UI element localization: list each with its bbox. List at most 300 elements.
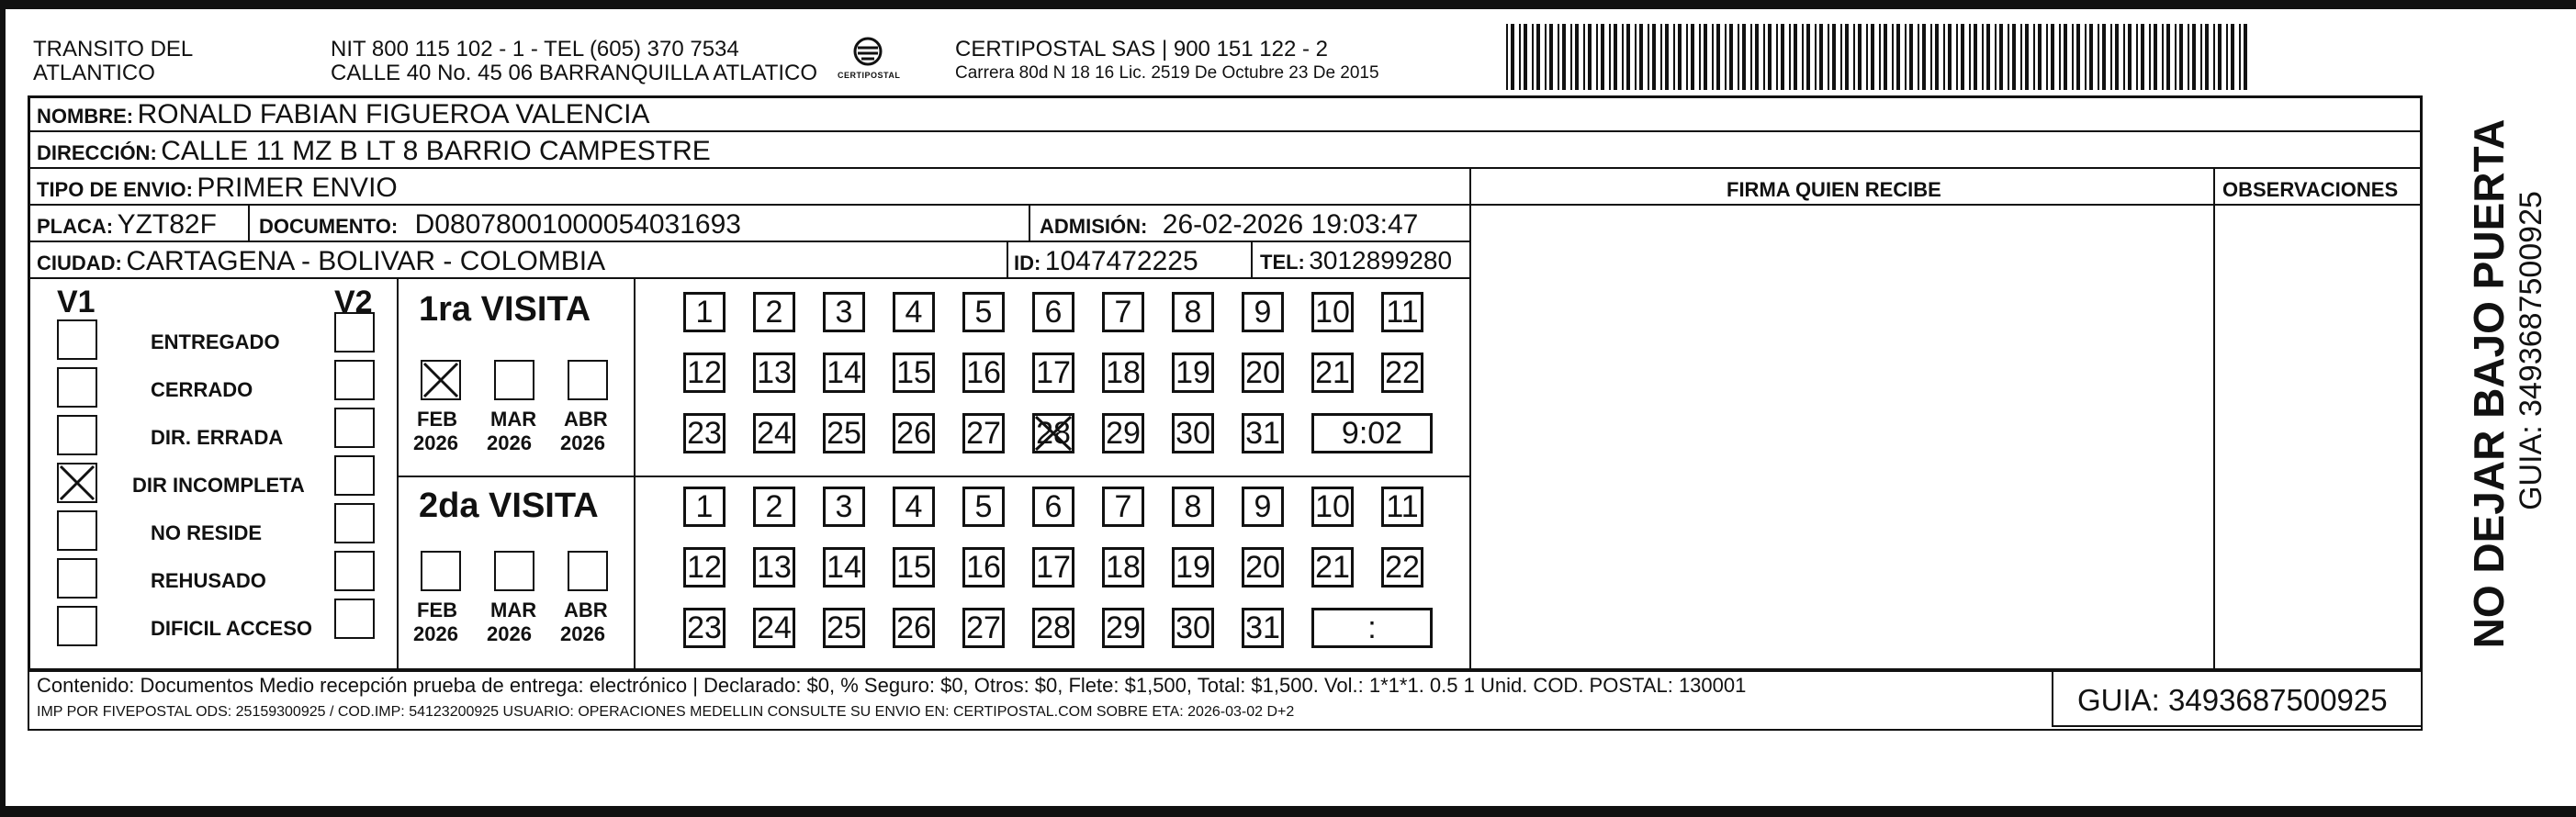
day-number: 30 xyxy=(1176,610,1210,645)
day-cell[interactable] xyxy=(823,547,865,588)
barcode-bar xyxy=(2012,24,2016,90)
barcode-bar xyxy=(1660,24,1662,90)
v2-checkbox[interactable] xyxy=(334,408,375,448)
barcode-bar xyxy=(2244,24,2247,90)
barcode-bar xyxy=(2038,24,2042,90)
barcode-bar xyxy=(2025,24,2029,90)
day-cell[interactable] xyxy=(753,547,795,588)
barcode-bar xyxy=(2192,24,2196,90)
year-label: 2026 xyxy=(413,431,458,454)
day-cell[interactable] xyxy=(1032,608,1074,648)
barcode-bar xyxy=(1905,24,1907,90)
barcode-bar xyxy=(1614,24,1617,90)
barcode-bar xyxy=(2072,24,2074,90)
first-visit-title: 1ra VISITA xyxy=(419,290,591,329)
day-cell[interactable] xyxy=(893,547,935,588)
v1-label: V1 xyxy=(57,285,96,319)
status-label: DIFICIL ACCESO xyxy=(151,617,313,640)
placa-field xyxy=(37,211,217,239)
day-number: 5 xyxy=(974,488,993,524)
day-number: 29 xyxy=(1106,415,1141,451)
day-cell[interactable] xyxy=(1032,487,1074,527)
barcode-bar xyxy=(2226,24,2228,90)
day-number: 18 xyxy=(1106,549,1141,585)
barcode-bar xyxy=(1884,24,1887,90)
barcode-bar xyxy=(1601,24,1604,90)
courier-license: Carrera 80d N 18 16 Lic. 2519 De Octubre 23 De 2015 xyxy=(955,63,1379,83)
barcode-bar xyxy=(2141,24,2144,90)
barcode-bar xyxy=(2020,24,2022,90)
day-number: 2 xyxy=(765,488,783,524)
month-label: MAR xyxy=(490,408,537,431)
ciudad-value: CARTAGENA - BOLIVAR - COLOMBIA xyxy=(126,246,606,276)
barcode-bar xyxy=(1686,24,1688,90)
day-cell[interactable] xyxy=(1102,413,1144,453)
barcode-bar xyxy=(1840,24,1842,90)
firma-header: FIRMA QUIEN RECIBE xyxy=(1727,178,1941,201)
barcode-bar xyxy=(1673,24,1675,90)
barcode xyxy=(1506,24,2255,90)
status-label: DIR INCOMPLETA xyxy=(132,474,305,497)
month-label: FEB xyxy=(417,599,457,621)
barcode-bar xyxy=(1609,24,1611,90)
barcode-bar xyxy=(1562,24,1566,90)
barcode-bar xyxy=(1815,24,1817,90)
handwritten-x-mark xyxy=(421,360,461,405)
day-number: 20 xyxy=(1245,354,1280,390)
barcode-bar xyxy=(1866,24,1868,90)
day-number: 24 xyxy=(757,610,792,645)
barcode-bar xyxy=(1982,24,1984,90)
imp-line: IMP POR FIVEPOSTAL ODS: 25159300925 / COD.IMP: 54123200925 USUARIO: OPERACIONES MEDELLIN CONSULTE SU ENVIO EN: CERTIPOSTAL.COM SOBRE ETA: 2026-03-02 D+2 xyxy=(37,704,1295,720)
day-number: 31 xyxy=(1245,415,1280,451)
issuer-address: CALLE 40 No. 45 06 BARRANQUILLA ATLATICO xyxy=(331,61,818,85)
day-cell[interactable] xyxy=(1381,292,1423,332)
day-number: 3 xyxy=(835,488,853,524)
barcode-bar xyxy=(1652,24,1656,90)
barcode-bar xyxy=(1583,24,1585,90)
day-number: 11 xyxy=(1386,294,1419,330)
barcode-bar xyxy=(1626,24,1630,90)
day-number: 19 xyxy=(1176,549,1210,585)
admision-value: 26-02-2026 19:03:47 xyxy=(1162,209,1419,240)
id-value: 1047472225 xyxy=(1044,246,1198,276)
nombre-field xyxy=(37,101,649,129)
day-cell[interactable] xyxy=(683,413,726,453)
month-label: ABR xyxy=(564,599,608,621)
placa-label: PLACA: xyxy=(37,215,114,238)
barcode-bar xyxy=(1678,24,1682,90)
day-cell[interactable] xyxy=(1032,353,1074,393)
day-number: 7 xyxy=(1114,488,1132,524)
barcode-bar xyxy=(2098,24,2099,90)
direccion-field xyxy=(37,138,711,165)
month-label: MAR xyxy=(490,599,537,621)
tipo-field xyxy=(37,174,398,202)
barcode-bar xyxy=(1943,24,1945,90)
barcode-bar xyxy=(1536,24,1540,90)
day-cell[interactable] xyxy=(893,608,935,648)
day-cell[interactable] xyxy=(823,292,865,332)
day-number: 26 xyxy=(896,610,931,645)
barcode-bar xyxy=(1725,24,1727,90)
day-cell[interactable] xyxy=(1032,413,1074,453)
courier-name: CERTIPOSTAL SAS | 900 151 122 - 2 xyxy=(955,37,1328,62)
barcode-bar xyxy=(1909,24,1913,90)
handwritten-x-mark xyxy=(57,463,97,508)
barcode-bar xyxy=(1549,24,1553,90)
day-cell[interactable] xyxy=(753,608,795,648)
v2-checkbox[interactable] xyxy=(334,551,375,591)
documento-value: D08078001000054031693 xyxy=(414,209,741,240)
day-number: 30 xyxy=(1176,415,1210,451)
month-checkbox[interactable] xyxy=(568,360,608,400)
day-number: 13 xyxy=(757,549,792,585)
barcode-bar xyxy=(2110,24,2112,90)
tipo-value: PRIMER ENVIO xyxy=(197,173,398,203)
barcode-bar xyxy=(1635,24,1637,90)
day-number: 7 xyxy=(1114,294,1132,330)
id-field xyxy=(1014,248,1198,275)
month-label: FEB xyxy=(417,408,457,431)
day-cell[interactable] xyxy=(1242,413,1284,453)
observaciones-area[interactable] xyxy=(2217,206,2421,666)
barcode-bar xyxy=(1738,24,1739,90)
day-number: 23 xyxy=(687,415,722,451)
barcode-bar xyxy=(1999,24,2003,90)
day-cell[interactable] xyxy=(1381,487,1423,527)
barcode-bar xyxy=(1532,24,1534,90)
barcode-bar xyxy=(2188,24,2189,90)
day-number: 28 xyxy=(1036,610,1071,645)
day-cell[interactable] xyxy=(1311,547,1354,588)
barcode-bar xyxy=(1596,24,1598,90)
issuer-nit: NIT 800 115 102 - 1 - TEL (605) 370 7534 xyxy=(331,37,739,62)
day-number: 24 xyxy=(757,415,792,451)
v2-checkbox[interactable] xyxy=(334,503,375,543)
barcode-bar xyxy=(1961,24,1964,90)
year-label: 2026 xyxy=(413,622,458,645)
day-number: 14 xyxy=(827,354,861,390)
barcode-bar xyxy=(2059,24,2061,90)
barcode-bar xyxy=(2179,24,2183,90)
day-number: 8 xyxy=(1184,488,1202,524)
day-cell[interactable] xyxy=(1172,413,1214,453)
firma-area[interactable] xyxy=(1473,206,2211,666)
v2-checkbox[interactable] xyxy=(334,360,375,400)
direccion-label: DIRECCIÓN: xyxy=(37,141,157,164)
day-number: 22 xyxy=(1385,354,1420,390)
side-guia: GUIA: 3493687500925 xyxy=(2514,191,2548,510)
v1-checkbox[interactable] xyxy=(57,415,97,455)
v2-label: V2 xyxy=(334,285,373,319)
barcode-bar xyxy=(1524,24,1527,90)
day-cell[interactable] xyxy=(1032,547,1074,588)
barcode-bar xyxy=(2175,24,2177,90)
ciudad-label: CIUDAD: xyxy=(37,252,122,274)
day-cell[interactable] xyxy=(962,353,1005,393)
day-cell[interactable] xyxy=(1242,487,1284,527)
barcode-bar xyxy=(2128,24,2132,90)
barcode-bar xyxy=(2085,24,2087,90)
day-cell[interactable] xyxy=(1102,353,1144,393)
v1-checkbox[interactable] xyxy=(57,319,97,360)
bottom-border xyxy=(0,806,2576,817)
month-checkbox[interactable] xyxy=(568,551,608,591)
barcode-bar xyxy=(1995,24,1997,90)
barcode-bar xyxy=(2046,24,2048,90)
barcode-bar xyxy=(1969,24,1971,90)
ciudad-field xyxy=(37,248,605,275)
barcode-bar xyxy=(2064,24,2067,90)
footer-guia: GUIA: 3493687500925 xyxy=(2077,683,2388,717)
barcode-bar xyxy=(1935,24,1939,90)
day-cell[interactable] xyxy=(1032,292,1074,332)
day-cell[interactable] xyxy=(1311,292,1354,332)
issuer-name: TRANSITO DEL xyxy=(33,37,194,62)
barcode-bar xyxy=(2102,24,2106,90)
status-label: CERRADO xyxy=(151,378,253,401)
status-label: NO RESIDE xyxy=(151,521,263,544)
day-number: 20 xyxy=(1245,549,1280,585)
day-cell[interactable] xyxy=(962,608,1005,648)
documento-label: DOCUMENTO: xyxy=(259,215,399,238)
barcode-bar xyxy=(1545,24,1547,90)
day-number: 29 xyxy=(1106,610,1141,645)
day-number: 18 xyxy=(1106,354,1141,390)
visit-time-field[interactable] xyxy=(1311,608,1433,648)
day-number: 26 xyxy=(896,415,931,451)
barcode-bar xyxy=(1918,24,1919,90)
barcode-bar xyxy=(2089,24,2093,90)
day-cell[interactable] xyxy=(683,353,726,393)
barcode-bar xyxy=(1648,24,1649,90)
barcode-bar xyxy=(1794,24,1797,90)
v1-checkbox[interactable] xyxy=(57,606,97,646)
day-cell[interactable] xyxy=(1172,292,1214,332)
issuer-name-2: ATLANTICO xyxy=(33,61,155,85)
day-number: 31 xyxy=(1245,610,1280,645)
day-number: 3 xyxy=(835,294,853,330)
day-cell[interactable] xyxy=(683,608,726,648)
barcode-bar xyxy=(2231,24,2234,90)
day-cell[interactable] xyxy=(683,487,726,527)
day-cell[interactable] xyxy=(1381,547,1423,588)
admision-field xyxy=(1040,211,1418,239)
nombre-value: RONALD FABIAN FIGUEROA VALENCIA xyxy=(137,99,650,129)
barcode-bar xyxy=(1763,24,1765,90)
barcode-bar xyxy=(1768,24,1772,90)
barcode-bar xyxy=(1845,24,1849,90)
barcode-bar xyxy=(2149,24,2151,90)
day-number: 27 xyxy=(966,610,1001,645)
day-cell[interactable] xyxy=(1242,353,1284,393)
day-number: 2 xyxy=(765,294,783,330)
year-label: 2026 xyxy=(487,431,532,454)
day-number: 9 xyxy=(1254,488,1272,524)
day-cell[interactable] xyxy=(753,292,795,332)
month-checkbox[interactable] xyxy=(494,360,534,400)
day-number: 17 xyxy=(1036,354,1071,390)
v1-checkbox[interactable] xyxy=(57,367,97,408)
logo-text: CERTIPOSTAL xyxy=(838,71,901,80)
day-number: 16 xyxy=(966,354,1001,390)
v2-checkbox[interactable] xyxy=(334,599,375,639)
barcode-bar xyxy=(1511,24,1514,90)
day-number: 10 xyxy=(1315,488,1350,524)
day-number: 17 xyxy=(1036,549,1071,585)
barcode-bar xyxy=(1806,24,1810,90)
day-number: 4 xyxy=(905,294,923,330)
barcode-bar xyxy=(1588,24,1592,90)
day-cell[interactable] xyxy=(1172,487,1214,527)
v1-checkbox[interactable] xyxy=(57,558,97,599)
barcode-bar xyxy=(1639,24,1643,90)
certipostal-logo xyxy=(838,35,901,86)
month-checkbox[interactable] xyxy=(421,360,461,400)
day-number: 21 xyxy=(1315,549,1350,585)
day-cell[interactable] xyxy=(962,547,1005,588)
year-label: 2026 xyxy=(560,622,605,645)
barcode-bar xyxy=(2213,24,2215,90)
left-edge xyxy=(0,0,6,817)
barcode-bar xyxy=(1729,24,1733,90)
barcode-bar xyxy=(2218,24,2222,90)
top-border xyxy=(0,0,2576,9)
month-checkbox[interactable] xyxy=(494,551,534,591)
day-cell[interactable] xyxy=(823,487,865,527)
day-cell[interactable] xyxy=(1102,608,1144,648)
barcode-bar xyxy=(2162,24,2164,90)
day-cell[interactable] xyxy=(1172,547,1214,588)
barcode-bar xyxy=(1665,24,1669,90)
day-number: 5 xyxy=(974,294,993,330)
day-cell[interactable] xyxy=(1102,292,1144,332)
barcode-bar xyxy=(2136,24,2138,90)
day-cell[interactable] xyxy=(683,292,726,332)
day-number: 19 xyxy=(1176,354,1210,390)
day-number: 6 xyxy=(1044,294,1063,330)
day-number: 6 xyxy=(1044,488,1063,524)
barcode-bar xyxy=(1519,24,1521,90)
day-cell[interactable] xyxy=(1102,547,1144,588)
month-checkbox[interactable] xyxy=(421,551,461,591)
day-number: 12 xyxy=(687,549,722,585)
day-number: 25 xyxy=(827,415,861,451)
v2-checkbox[interactable] xyxy=(334,312,375,353)
barcode-bar xyxy=(1930,24,1932,90)
day-cell[interactable] xyxy=(893,413,935,453)
barcode-bar xyxy=(1704,24,1707,90)
barcode-bar xyxy=(1776,24,1778,90)
nombre-label: NOMBRE: xyxy=(37,105,134,128)
day-cell[interactable] xyxy=(823,353,865,393)
visit-time-value: 9:02 xyxy=(1341,415,1403,451)
day-cell[interactable] xyxy=(823,608,865,648)
day-cell[interactable] xyxy=(962,413,1005,453)
visit-time-value: : xyxy=(1367,610,1377,645)
barcode-bar xyxy=(2166,24,2170,90)
barcode-bar xyxy=(1892,24,1894,90)
barcode-bar xyxy=(1558,24,1559,90)
barcode-bar xyxy=(1853,24,1855,90)
day-number: 1 xyxy=(695,488,714,524)
tel-label: TEL: xyxy=(1260,251,1305,274)
barcode-bar xyxy=(1819,24,1823,90)
day-number: 1 xyxy=(695,294,714,330)
day-cell[interactable] xyxy=(683,547,726,588)
barcode-bar xyxy=(1956,24,1958,90)
id-label: ID: xyxy=(1014,252,1041,274)
status-label: DIR. ERRADA xyxy=(151,426,284,449)
barcode-bar xyxy=(2076,24,2080,90)
day-cell[interactable] xyxy=(1172,608,1214,648)
barcode-bar xyxy=(1699,24,1701,90)
visit-time-field[interactable] xyxy=(1311,413,1433,453)
day-cell[interactable] xyxy=(753,487,795,527)
barcode-bar xyxy=(1622,24,1624,90)
day-number: 8 xyxy=(1184,294,1202,330)
day-cell[interactable] xyxy=(1242,608,1284,648)
day-cell[interactable] xyxy=(753,413,795,453)
day-cell[interactable] xyxy=(962,292,1005,332)
v1-checkbox[interactable] xyxy=(57,510,97,551)
tel-field xyxy=(1260,248,1452,274)
v1-checkbox[interactable] xyxy=(57,463,97,503)
barcode-bar xyxy=(1948,24,1952,90)
day-number: 15 xyxy=(896,549,931,585)
direccion-value: CALLE 11 MZ B LT 8 BARRIO CAMPESTRE xyxy=(161,136,711,166)
day-cell[interactable] xyxy=(1102,487,1144,527)
day-cell[interactable] xyxy=(1311,487,1354,527)
barcode-bar xyxy=(1750,24,1752,90)
tipo-label: TIPO DE ENVIO: xyxy=(37,178,193,201)
barcode-bar xyxy=(1716,24,1720,90)
day-number: 12 xyxy=(687,354,722,390)
second-visit-title: 2da VISITA xyxy=(419,487,599,525)
day-number: 27 xyxy=(966,415,1001,451)
barcode-bar xyxy=(1742,24,1746,90)
day-cell[interactable] xyxy=(893,292,935,332)
v2-checkbox[interactable] xyxy=(334,455,375,496)
day-cell[interactable] xyxy=(823,413,865,453)
day-cell[interactable] xyxy=(1242,292,1284,332)
day-number: 15 xyxy=(896,354,931,390)
day-cell[interactable] xyxy=(893,487,935,527)
barcode-bar xyxy=(1691,24,1694,90)
day-number: 11 xyxy=(1386,488,1419,524)
barcode-bar xyxy=(1858,24,1862,90)
barcode-bar xyxy=(2123,24,2125,90)
day-number: 10 xyxy=(1315,294,1350,330)
day-cell[interactable] xyxy=(1311,353,1354,393)
day-cell[interactable] xyxy=(1172,353,1214,393)
day-cell[interactable] xyxy=(753,353,795,393)
status-label: REHUSADO xyxy=(151,569,266,592)
barcode-bar xyxy=(1832,24,1836,90)
barcode-bar xyxy=(1789,24,1791,90)
day-cell[interactable] xyxy=(1242,547,1284,588)
tel-value: 3012899280 xyxy=(1309,246,1453,274)
year-label: 2026 xyxy=(487,622,532,645)
barcode-bar xyxy=(2154,24,2157,90)
day-number: 13 xyxy=(757,354,792,390)
day-cell[interactable] xyxy=(1381,353,1423,393)
day-cell[interactable] xyxy=(962,487,1005,527)
day-cell[interactable] xyxy=(893,353,935,393)
barcode-bar xyxy=(1922,24,1926,90)
status-label: ENTREGADO xyxy=(151,330,280,353)
